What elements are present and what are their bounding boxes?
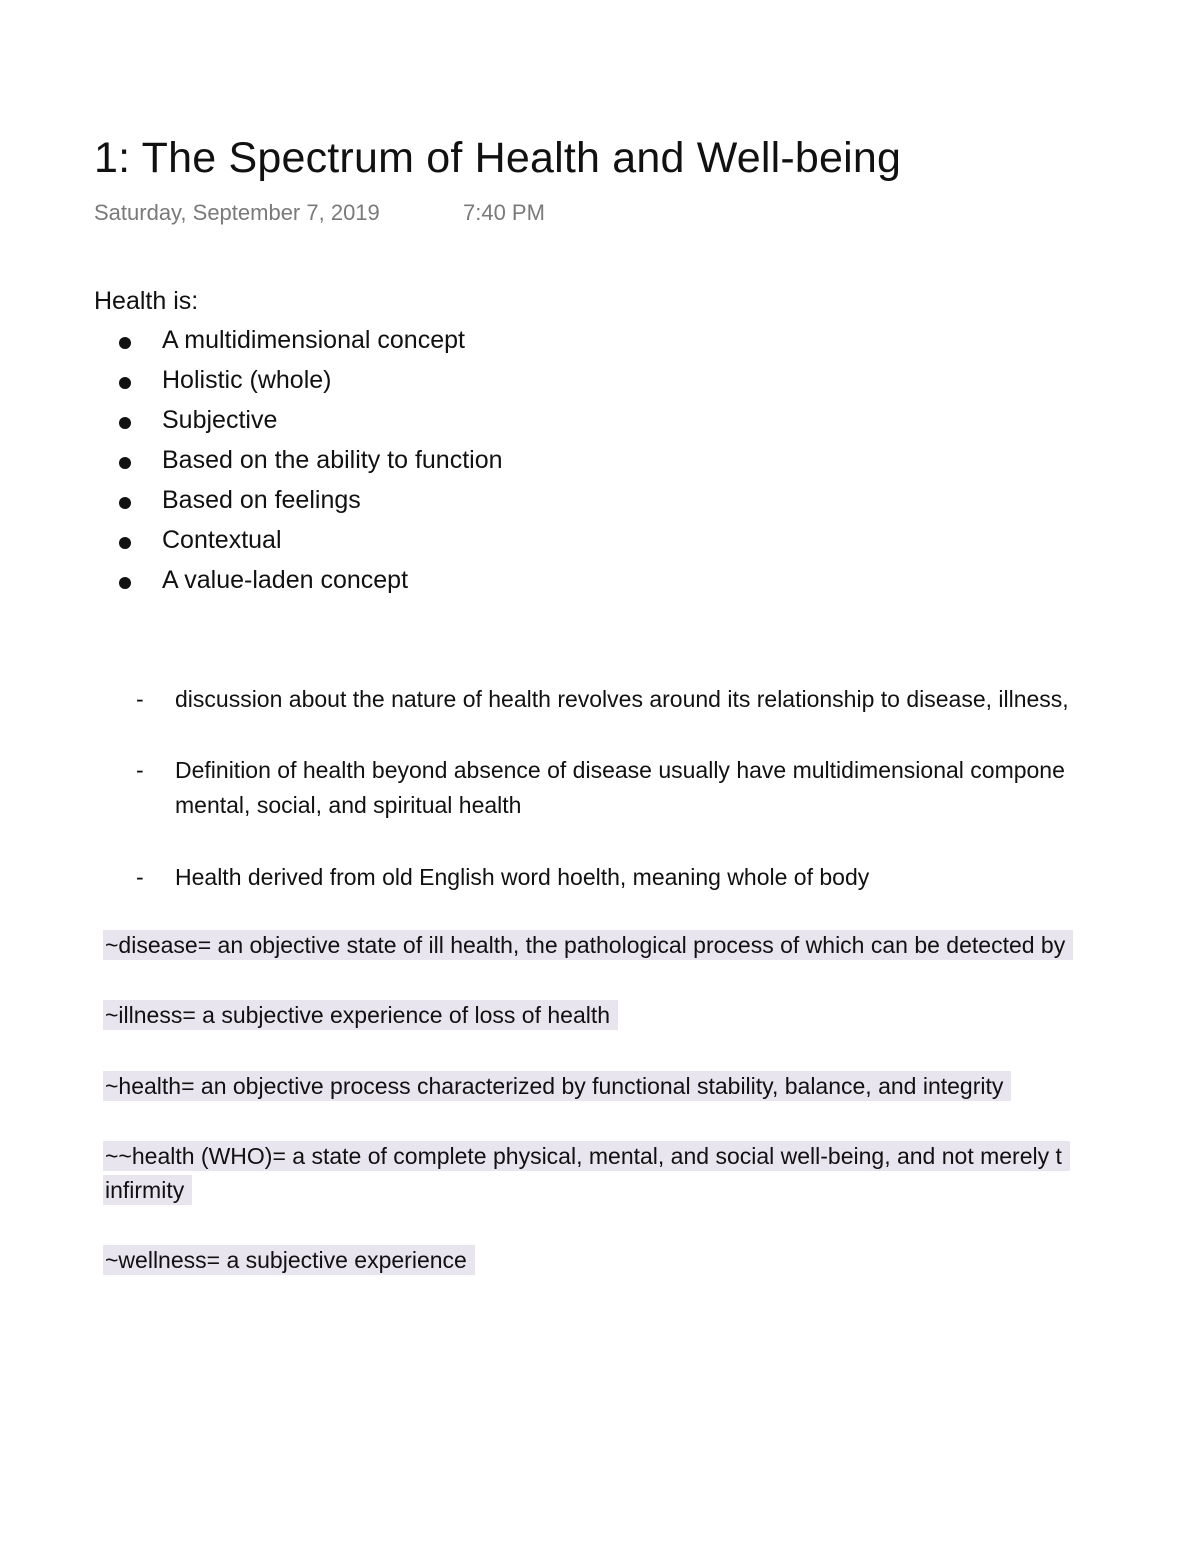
bullet-text: Contextual [162,526,282,554]
dash-icon: - [136,757,144,783]
definition-text: ~disease= an objective state of ill health, the pathological process of which can be detected by [103,930,1073,960]
bullet-icon [119,457,131,469]
intro-heading: Health is: [94,287,199,315]
definition-health-who [103,1139,1070,1173]
bullet-text: A multidimensional concept [162,326,465,354]
definition-disease [103,928,1073,962]
bullet-icon [119,537,131,549]
bullet-icon [119,417,131,429]
bullet-icon [119,377,131,389]
bullet-icon [119,577,131,589]
definition-text: infirmity [103,1175,192,1205]
bullet-icon [119,337,131,349]
note-date: Saturday, September 7, 2019 [94,200,380,225]
bullet-text: Based on feelings [162,486,361,514]
definition-text: ~wellness= a subjective experience [103,1245,475,1275]
bullet-text: Based on the ability to function [162,446,503,474]
definition-health-who-continuation [103,1173,192,1207]
page-title: 1: The Spectrum of Health and Well-being [94,134,902,182]
dash-text: discussion about the nature of health revolves around its relationship to disease, illness, [175,686,1069,712]
dash-icon: - [136,864,144,890]
dash-icon: - [136,686,144,712]
definition-text: ~health= an objective process characterized by functional stability, balance, and integrity [103,1071,1011,1101]
definition-illness [103,998,618,1032]
bullet-text: A value-laden concept [162,566,409,594]
note-time: 7:40 PM [463,200,545,225]
dash-text: mental, social, and spiritual health [175,792,522,818]
bullet-text: Subjective [162,406,278,434]
definition-wellness [103,1243,475,1277]
bullet-icon [119,497,131,509]
definition-text: ~illness= a subjective experience of loss of health [103,1000,618,1030]
dash-text: Health derived from old English word hoelth, meaning whole of body [175,864,870,890]
dash-text: Definition of health beyond absence of disease usually have multidimensional compone [175,757,1065,783]
definition-health [103,1069,1011,1103]
definition-text: ~~health (WHO)= a state of complete physical, mental, and social well-being, and not merely t [103,1141,1070,1171]
bullet-text: Holistic (whole) [162,366,332,394]
